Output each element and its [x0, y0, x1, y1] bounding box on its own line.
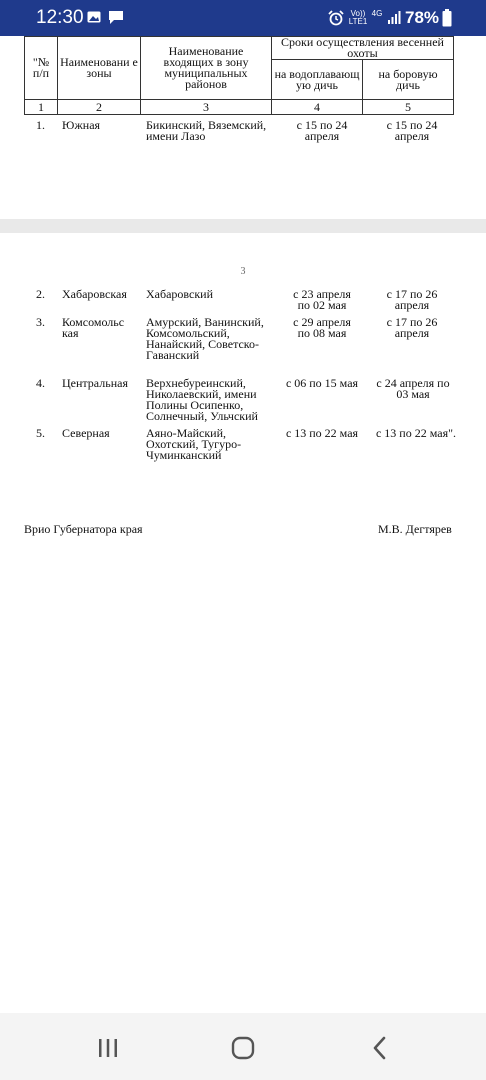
back-icon[interactable] [365, 1033, 395, 1063]
status-bar [0, 0, 486, 36]
row-districts: Амурский, Ванинский, Комсомольский, Нанайский, Советско-Гаванский [146, 315, 264, 362]
row-districts: Хабаровский [146, 287, 214, 301]
header-upland: на боровую дичь [363, 60, 454, 100]
header-zone: Наименовани е зоны [58, 37, 141, 100]
row-waterfowl: с 13 по 22 мая [285, 426, 359, 440]
row-upland: с 13 по 22 мая". [375, 426, 456, 440]
header-period-group: Сроки осуществления весенней охоты [272, 37, 454, 60]
row-zone: Северная [62, 426, 110, 440]
col-number: 5 [363, 100, 454, 115]
signatory-position: Врио Губернатора края [24, 522, 143, 536]
document-page-2 [0, 36, 486, 219]
row-num: 2. [36, 287, 45, 301]
network-type: 4G [371, 9, 383, 18]
col-number: 2 [58, 100, 141, 115]
row-districts: Верхнебуреинский, Николаевский, имени Полины Осипенко, Солнечный, Ульчский [146, 376, 258, 423]
header-waterfowl: на водоплавающ ую дичь [272, 60, 363, 100]
col-number: 4 [272, 100, 363, 115]
row-waterfowl: с 29 апреля по 08 мая [293, 315, 351, 340]
status-time: 12:30 [36, 7, 84, 28]
col-number: 3 [141, 100, 272, 115]
col-number: 1 [25, 100, 58, 115]
document-page-3 [0, 233, 486, 1013]
row-num: 4. [36, 376, 45, 390]
row-zone: Центральная [62, 376, 128, 390]
message-icon [108, 10, 124, 25]
row-num: 1. [36, 118, 45, 132]
volte-indicator: Vo)) LTE1 [348, 9, 368, 26]
row-zone: Комсомольс кая [62, 315, 125, 340]
row-upland: с 15 по 24 апреля [386, 118, 438, 143]
image-icon [87, 11, 101, 23]
row-upland: с 17 по 26 апреля [386, 287, 438, 312]
page-number: 3 [240, 266, 246, 277]
alarm-icon [328, 10, 344, 26]
battery-icon [442, 9, 452, 27]
home-icon[interactable] [228, 1033, 258, 1063]
row-upland: с 17 по 26 апреля [386, 315, 438, 340]
row-num: 3. [36, 315, 45, 329]
navigation-bar [0, 1013, 486, 1080]
row-zone: Хабаровская [62, 287, 127, 301]
row-zone: Южная [62, 118, 101, 132]
header-districts: Наименование входящих в зону муниципальных районов [141, 37, 272, 100]
row-districts: Аяно-Майский, Охотский, Тугуро-Чуминканский [146, 426, 242, 462]
row-num: 5. [36, 426, 45, 440]
row-waterfowl: с 15 по 24 апреля [296, 118, 348, 143]
row-waterfowl: с 06 по 15 мая [285, 376, 359, 390]
recent-apps-icon[interactable] [93, 1033, 123, 1063]
header-num: "№ п/п [25, 37, 58, 100]
battery-percent: 78% [405, 8, 440, 27]
row-districts: Бикинский, Вяземский, имени Лазо [146, 118, 267, 143]
table-header [24, 36, 454, 115]
signatory-name: М.В. Дегтярев [378, 522, 452, 536]
signal-icon [387, 10, 401, 24]
row-upland: с 24 апреля по 03 мая [376, 376, 450, 401]
row-waterfowl: с 23 апреля по 02 мая [293, 287, 351, 312]
